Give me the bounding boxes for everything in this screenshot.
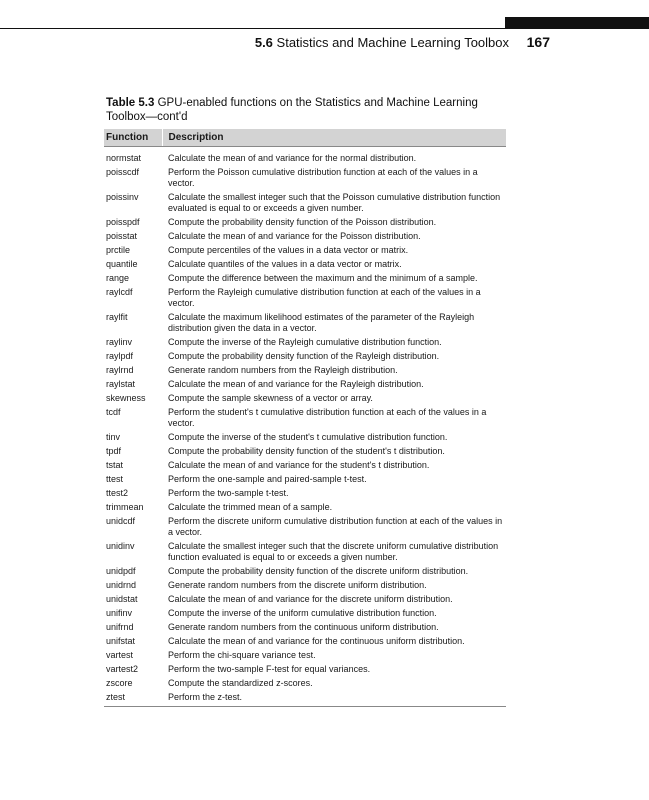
description-cell: Perform the Rayleigh cumulative distribution function at each of the values in a vector. — [168, 287, 481, 308]
table-row — [104, 515, 506, 540]
table-row — [104, 459, 506, 473]
page-number: 167 — [526, 34, 550, 50]
function-name-cell: raylcdf — [106, 287, 133, 297]
running-head — [0, 34, 550, 51]
function-name-cell: poisscdf — [106, 167, 140, 177]
function-name-cell: unifinv — [106, 608, 133, 618]
function-name-cell: poisstat — [106, 231, 138, 241]
table-row — [104, 286, 506, 311]
table-row — [104, 473, 506, 487]
description-cell: Compute the inverse of the uniform cumulative distribution function. — [168, 608, 437, 618]
table-row — [104, 336, 506, 350]
description-cell: Calculate the maximum likelihood estimates of the parameter of the Rayleigh distribution given the data in a vector. — [168, 312, 475, 333]
function-name-cell: tstat — [106, 460, 124, 470]
table-row — [104, 607, 506, 621]
functions-table — [104, 129, 506, 707]
function-name-cell: unidstat — [106, 594, 138, 604]
table-row — [104, 579, 506, 593]
function-name-cell: ttest — [106, 474, 124, 484]
table-row — [104, 445, 506, 459]
table-row — [104, 392, 506, 406]
header-rule — [0, 28, 649, 29]
table-row — [104, 311, 506, 336]
description-cell: Compute percentiles of the values in a data vector or matrix. — [168, 245, 409, 255]
description-cell: Perform the Poisson cumulative distribution function at each of the values in a vector. — [168, 167, 478, 188]
description-cell: Compute the inverse of the Rayleigh cumulative distribution function. — [168, 337, 442, 347]
function-name-cell: poisspdf — [106, 217, 140, 227]
function-name-cell: vartest — [106, 650, 134, 660]
table-row — [104, 378, 506, 392]
description-cell: Compute the standardized z-scores. — [168, 678, 313, 688]
table-row — [104, 565, 506, 579]
function-name-cell: quantile — [106, 259, 138, 269]
table-row — [104, 244, 506, 258]
table-label: Table 5.3 — [106, 97, 155, 109]
table-row — [104, 191, 506, 216]
function-name-cell: unidinv — [106, 541, 135, 551]
table-row — [104, 540, 506, 565]
description-cell: Generate random numbers from the Rayleigh distribution. — [168, 365, 398, 375]
description-cell: Generate random numbers from the discrete uniform distribution. — [168, 580, 427, 590]
function-name-cell: normstat — [106, 153, 142, 163]
function-name-cell: raylrnd — [106, 365, 134, 375]
description-cell: Calculate the smallest integer such that the discrete uniform cumulative distribution function evaluated is equal to or exceeds a given number. — [168, 541, 499, 562]
function-name-cell: unidpdf — [106, 566, 136, 576]
description-cell: Compute the difference between the maximum and the minimum of a sample. — [168, 273, 478, 283]
table-body — [104, 147, 506, 707]
table-row — [104, 635, 506, 649]
description-cell: Compute the sample skewness of a vector or array. — [168, 393, 373, 403]
function-name-cell: zscore — [106, 678, 133, 688]
description-cell: Compute the probability density function of the Poisson distribution. — [168, 217, 437, 227]
function-name-cell: unidcdf — [106, 516, 136, 526]
function-name-cell: unifstat — [106, 636, 136, 646]
function-name-cell: ttest2 — [106, 488, 129, 498]
description-cell: Perform the two-sample F-test for equal variances. — [168, 664, 371, 674]
description-cell: Calculate the mean of and variance for the student's t distribution. — [168, 460, 430, 470]
description-cell: Calculate the mean of and variance for the discrete uniform distribution. — [168, 594, 453, 604]
function-name-cell: range — [106, 273, 130, 283]
column-header-function: Function — [104, 129, 162, 147]
description-cell: Calculate the mean of and variance for the Poisson distribution. — [168, 231, 421, 241]
description-cell: Perform the z-test. — [162, 691, 506, 707]
function-name-cell: raylfit — [106, 312, 128, 322]
function-name-cell: prctile — [106, 245, 131, 255]
function-name-cell: poissinv — [106, 192, 139, 202]
function-name-cell: skewness — [106, 393, 146, 403]
section-number: 5.6 — [254, 35, 273, 50]
description-cell: Calculate the trimmed mean of a sample. — [168, 502, 333, 512]
table-row — [104, 350, 506, 364]
table-row — [104, 663, 506, 677]
description-cell: Perform the discrete uniform cumulative distribution function at each of the values in a vector. — [168, 516, 503, 537]
table-row — [104, 258, 506, 272]
description-cell: Calculate the mean of and variance for the continuous uniform distribution. — [168, 636, 465, 646]
function-name-cell: tinv — [106, 432, 121, 442]
description-cell: Compute the probability density function of the discrete uniform distribution. — [168, 566, 469, 576]
description-cell: Calculate the smallest integer such that the Poisson cumulative distribution function evaluated is equal to or exceeds a given number. — [168, 192, 501, 213]
function-name-cell: tcdf — [106, 407, 121, 417]
table-row — [104, 487, 506, 501]
function-name-cell: unidrnd — [106, 580, 137, 590]
table-row — [104, 147, 506, 167]
column-header-description: Description — [162, 129, 506, 147]
function-name-cell: ztest — [104, 691, 162, 707]
description-cell: Compute the inverse of the student's t cumulative distribution function. — [168, 432, 448, 442]
table-caption — [106, 96, 506, 124]
table-row — [104, 691, 506, 707]
function-name-cell: trimmean — [106, 502, 144, 512]
description-cell: Calculate the mean of and variance for the normal distribution. — [168, 153, 417, 163]
function-name-cell: vartest2 — [106, 664, 139, 674]
table-caption-text: GPU-enabled functions on the Statistics and Machine Learning Toolbox—cont'd — [106, 97, 478, 123]
description-cell: Perform the student's t cumulative distribution function at each of the values in a vector. — [168, 407, 487, 428]
function-name-cell: unifrnd — [106, 622, 134, 632]
description-cell: Compute the probability density function of the student's t distribution. — [168, 446, 445, 456]
description-cell: Calculate the mean of and variance for the Rayleigh distribution. — [168, 379, 424, 389]
section-title: Statistics and Machine Learning Toolbox — [276, 35, 510, 50]
function-name-cell: raylstat — [106, 379, 136, 389]
description-cell: Perform the one-sample and paired-sample t-test. — [168, 474, 367, 484]
table-header-row — [104, 129, 506, 147]
table-row — [104, 593, 506, 607]
table-row — [104, 166, 506, 191]
table-row — [104, 677, 506, 691]
table-row — [104, 272, 506, 286]
table-row — [104, 501, 506, 515]
table-row — [104, 216, 506, 230]
description-cell: Perform the chi-square variance test. — [168, 650, 316, 660]
table-row — [104, 230, 506, 244]
table-row — [104, 621, 506, 635]
description-cell: Generate random numbers from the continuous uniform distribution. — [168, 622, 439, 632]
function-name-cell: raylinv — [106, 337, 133, 347]
table-row — [104, 431, 506, 445]
function-name-cell: raylpdf — [106, 351, 134, 361]
description-cell: Perform the two-sample t-test. — [168, 488, 289, 498]
function-name-cell: tpdf — [106, 446, 122, 456]
table-row — [104, 649, 506, 663]
description-cell: Compute the probability density function of the Rayleigh distribution. — [168, 351, 440, 361]
description-cell: Calculate quantiles of the values in a data vector or matrix. — [168, 259, 402, 269]
table-row — [104, 406, 506, 431]
table-row — [104, 364, 506, 378]
